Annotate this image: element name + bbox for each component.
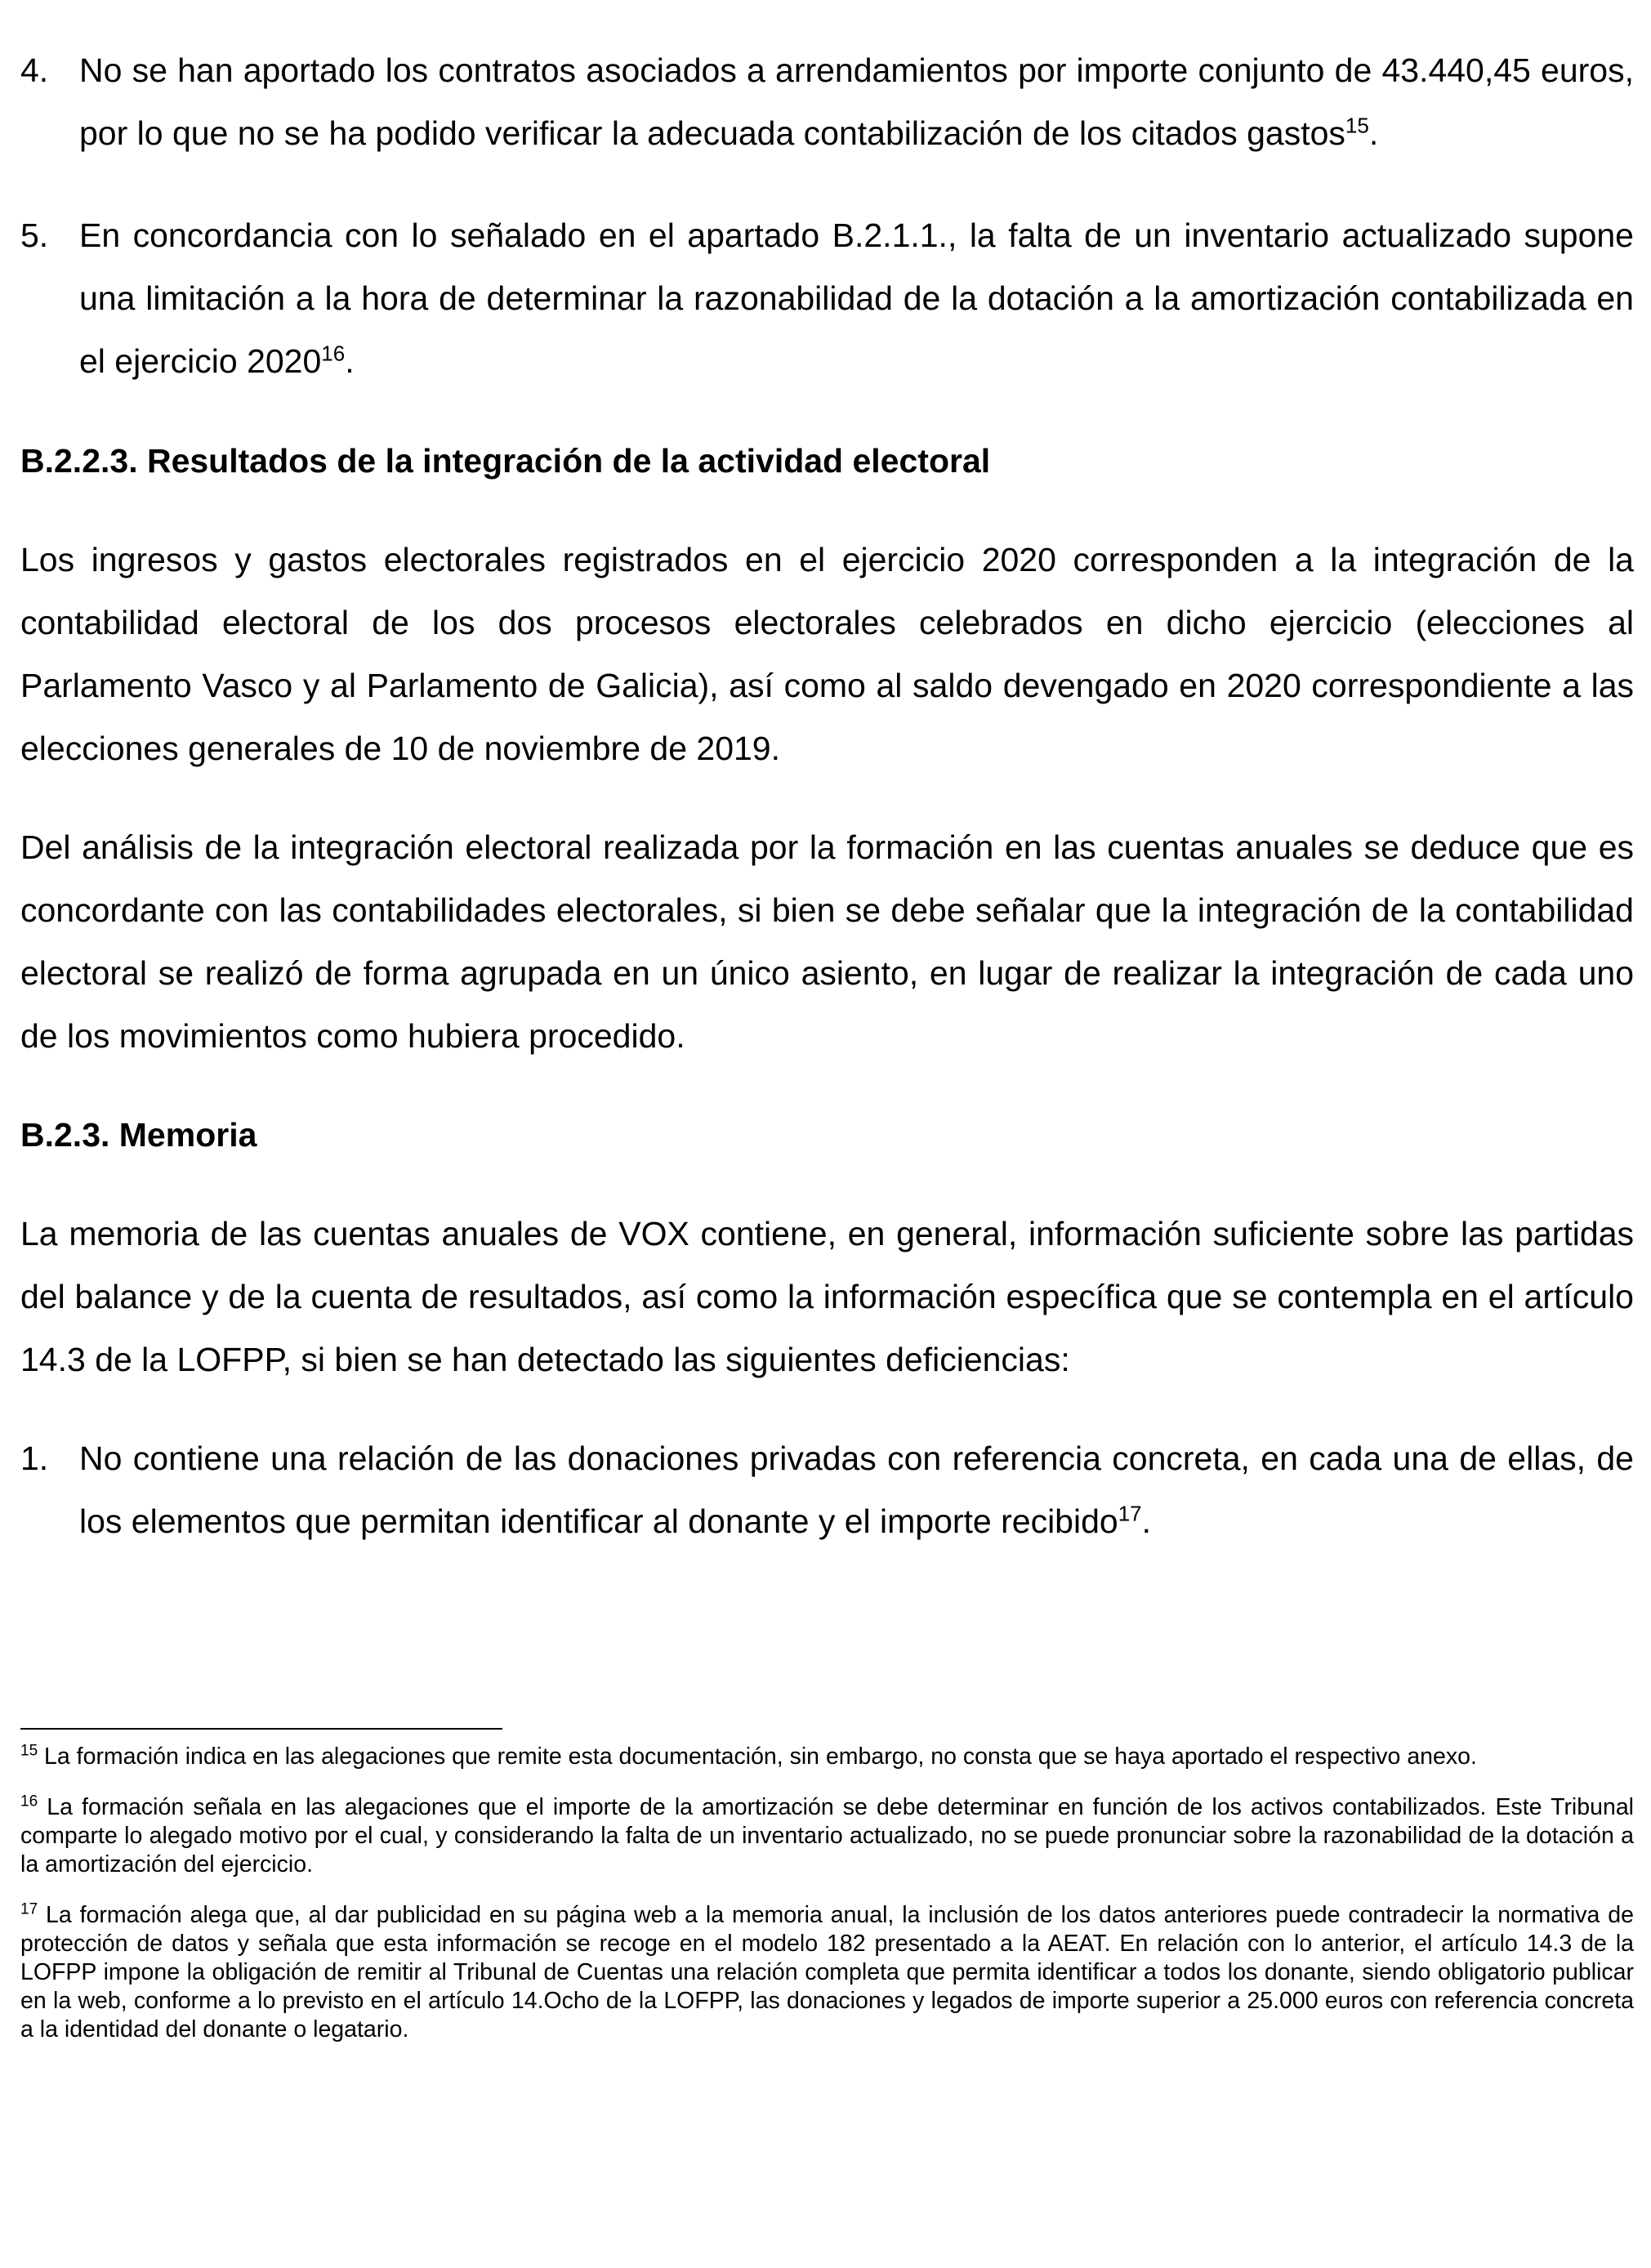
footnote-ref-17[interactable]: 17 (1118, 1501, 1142, 1526)
list-text-tail: . (1368, 114, 1379, 152)
paragraph-integration-analysis: Del análisis de la integración electoral realizada por la formación en las cuentas anuales se deduce que es concordante con las contabilidades electorales, si bien se debe señalar que la integración de la contabilidad electoral se realizó de forma agrupada en un único asiento, en lugar de realizar la integración de cada uno de los movimientos como hubiera procedido. (20, 828, 1634, 1055)
footnotes (20, 1743, 1634, 2066)
footnote-number: 15 (20, 1742, 38, 1760)
list-text-body: En concordancia con lo señalado en el apartado B.2.1.1., la falta de un inventario actualizado supone una limitación a la hora de determinar la razonabilidad de la dotación a la amortización contabilizada en el ejercicio 2020 (79, 217, 1634, 380)
footnote-separator (20, 1728, 502, 1730)
paragraph-memoria: La memoria de las cuentas anuales de VOX contiene, en general, información suficiente sobre las partidas del balance y de la cuenta de resultados, así como la información específica que se contempla en el artículo 14.3 de la LOFPP, si bien se han detectado las siguientes deficiencias: (20, 1215, 1634, 1378)
footnote-text: La formación indica en las alegaciones que remite esta documentación, sin embargo, no consta que se haya aportado el respectivo anexo. (38, 1743, 1477, 1770)
footnote-16 (20, 1793, 1634, 1879)
list-text-body: No se han aportado los contratos asociados a arrendamientos por importe conjunto de 43.440,45 euros, por lo que no se ha podido verificar la adecuada contabilización de los citados gastos (79, 51, 1634, 152)
footnote-number: 16 (20, 1793, 38, 1810)
page-body (20, 39, 1634, 1553)
list-item-1 (20, 1427, 1634, 1553)
list-text-tail: . (1141, 1502, 1152, 1540)
footnote-15 (20, 1743, 1634, 1771)
paragraph-electoral-income: Los ingresos y gastos electorales registrados en el ejercicio 2020 corresponden a la integración de la contabilidad electoral de los dos procesos electorales celebrados en dicho ejercicio (elecciones al Parlamento Vasco y al Parlamento de Galicia), así como al saldo devengado en 2020 correspondiente a las elecciones generales de 10 de noviembre de 2019. (20, 541, 1634, 767)
list-text (79, 39, 1634, 165)
list-number: 5. (20, 217, 49, 254)
footnote-ref-16[interactable]: 16 (321, 341, 346, 366)
list-text (79, 1427, 1634, 1553)
list-text-tail: . (345, 342, 355, 380)
footnote-ref-15[interactable]: 15 (1345, 113, 1369, 138)
list-number: 1. (20, 1440, 49, 1477)
section-heading-b2-3: B.2.3. Memoria (20, 1116, 257, 1154)
list-item-5 (20, 204, 1634, 393)
list-text-body: No contiene una relación de las donaciones privadas con referencia concreta, en cada una de ellas, de los elementos que permitan identificar al donante y el importe recibido (79, 1440, 1634, 1540)
list-text (79, 204, 1634, 393)
footnote-number: 17 (20, 1900, 38, 1918)
footnote-text: La formación señala en las alegaciones que el importe de la amortización se debe determinar en función de los activos contabilizados. Este Tribunal comparte lo alegado motivo por el cual, y considerando la falta de un inventario actualizado, no se puede pronunciar sobre la razonabilidad de la dotación a la amortización del ejercicio. (20, 1794, 1634, 1877)
footnote-text: La formación alega que, al dar publicidad en su página web a la memoria anual, la inclusión de los datos anteriores puede contradecir la normativa de protección de datos y señala que esta información se recoge en el modelo 182 presentado a la AEAT. En relación con lo anterior, el artículo 14.3 de la LOFPP impone la obligación de remitir al Tribunal de Cuentas una relación completa que permita identificar a todos los donante, siendo obligatorio publicar en la web, conforme a lo previsto en el artículo 14.Ocho de la LOFPP, las donaciones y legados de importe superior a 25.000 euros con referencia concreta a la identidad del donante o legatario. (20, 1902, 1634, 2043)
section-heading-b2-2-3: B.2.2.3. Resultados de la integración de la actividad electoral (20, 442, 991, 480)
footnote-17 (20, 1901, 1634, 2044)
list-number: 4. (20, 51, 49, 89)
list-item-4 (20, 39, 1634, 165)
